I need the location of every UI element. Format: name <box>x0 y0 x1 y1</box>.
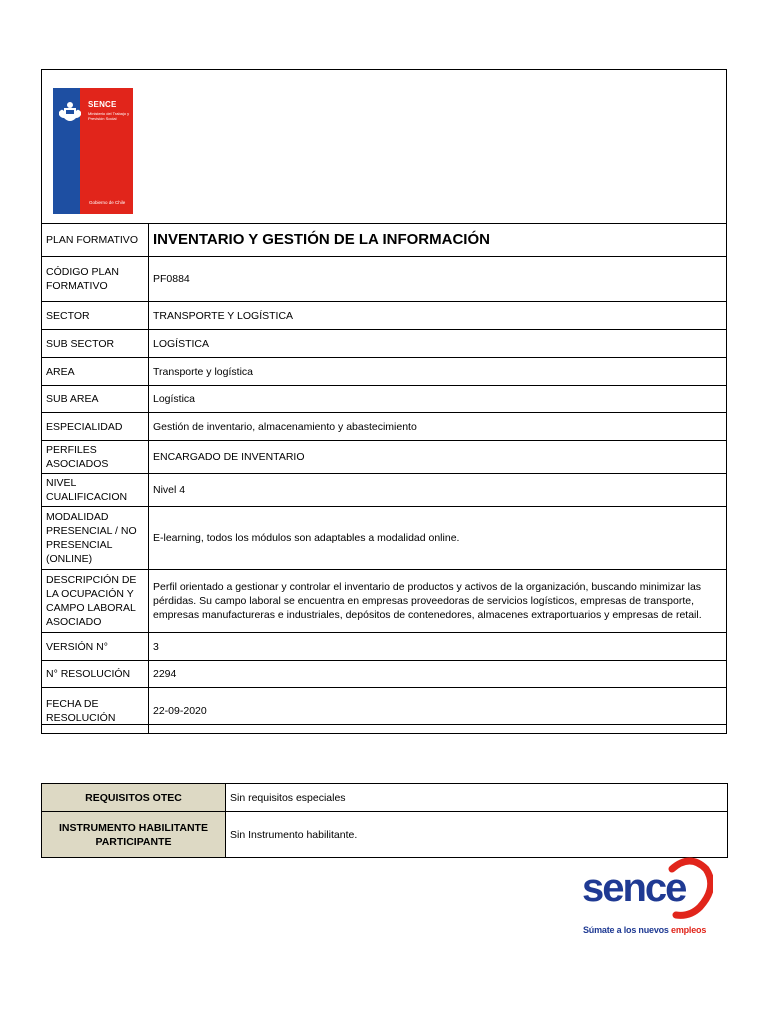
plan-title: INVENTARIO Y GESTIÓN DE LA INFORMACIÓN <box>149 224 727 257</box>
row-value: TRANSPORTE Y LOGÍSTICA <box>149 302 727 330</box>
logo-name: SENCE <box>88 100 117 109</box>
table-row <box>42 358 727 386</box>
row-value: Logística <box>149 386 727 413</box>
row-label: PLAN FORMATIVO <box>42 224 149 257</box>
row-value: 22-09-2020 <box>149 688 727 734</box>
coat-of-arms-icon <box>56 98 84 126</box>
table-row <box>42 386 727 413</box>
government-logo <box>53 88 133 214</box>
row-label: VERSIÓN N° <box>42 633 149 661</box>
row-value: ENCARGADO DE INVENTARIO <box>149 441 727 474</box>
table-row <box>42 224 727 257</box>
row-label: PERFILES ASOCIADOS <box>42 441 149 474</box>
row-label: CÓDIGO PLAN FORMATIVO <box>42 257 149 302</box>
row-label: MODALIDAD PRESENCIAL / NO PRESENCIAL (ONLINE) <box>42 507 149 570</box>
row-label: N° RESOLUCIÓN <box>42 661 149 688</box>
row-label: DESCRIPCIÓN DE LA OCUPACIÓN Y CAMPO LABORAL ASOCIADO <box>42 570 149 633</box>
logo-government: Gobierno de Chile <box>89 200 126 205</box>
table-row <box>42 330 727 358</box>
plan-details-table <box>41 223 727 734</box>
tagline-highlight: empleos <box>671 925 707 935</box>
table-row <box>42 812 728 858</box>
table-row <box>42 688 727 734</box>
row-value: PF0884 <box>149 257 727 302</box>
table-row <box>42 633 727 661</box>
table-row <box>42 570 727 633</box>
requirement-label: INSTRUMENTO HABILITANTE PARTICIPANTE <box>42 812 226 858</box>
table-row <box>42 302 727 330</box>
row-label: SECTOR <box>42 302 149 330</box>
table-row <box>42 507 727 570</box>
row-value: 3 <box>149 633 727 661</box>
row-label: SUB SECTOR <box>42 330 149 358</box>
table-row <box>42 784 728 812</box>
sence-brand-logo <box>578 855 713 945</box>
table-row <box>42 413 727 441</box>
requirement-value: Sin requisitos especiales <box>226 784 728 812</box>
row-value: E-learning, todos los módulos son adaptables a modalidad online. <box>149 507 727 570</box>
row-label: ESPECIALIDAD <box>42 413 149 441</box>
table-row <box>42 661 727 688</box>
row-value: Perfil orientado a gestionar y controlar el inventario de productos y activos de la organización, buscando minimizar las pérdidas. Su campo laboral se encuentra en empresas proveedoras de servicios logísticos, empresas de transporte, empresas manufactureras e industriales, depósitos de contenedores, almacenes extraportuarios y empresas de retail. <box>149 570 727 633</box>
table-row <box>42 474 727 507</box>
requirement-value: Sin Instrumento habilitante. <box>226 812 728 858</box>
row-label: FECHA DE RESOLUCIÓN <box>42 688 149 734</box>
table-row <box>42 257 727 302</box>
sence-wordmark: sence <box>582 866 686 910</box>
row-value: 2294 <box>149 661 727 688</box>
requirements-table <box>41 783 728 858</box>
row-label: SUB AREA <box>42 386 149 413</box>
sence-tagline <box>583 925 706 935</box>
row-label: NIVEL CUALIFICACION <box>42 474 149 507</box>
table-row <box>42 441 727 474</box>
row-label: AREA <box>42 358 149 386</box>
plan-formativo-sheet <box>41 69 727 725</box>
row-value: Transporte y logística <box>149 358 727 386</box>
tagline-main: Súmate a los nuevos <box>583 925 672 935</box>
row-value: Gestión de inventario, almacenamiento y abastecimiento <box>149 413 727 441</box>
header-area <box>42 70 726 223</box>
requirement-label: REQUISITOS OTEC <box>42 784 226 812</box>
row-value: LOGÍSTICA <box>149 330 727 358</box>
logo-ministry: Ministerio del Trabajo y Previsión Social <box>88 111 130 121</box>
row-value: Nivel 4 <box>149 474 727 507</box>
